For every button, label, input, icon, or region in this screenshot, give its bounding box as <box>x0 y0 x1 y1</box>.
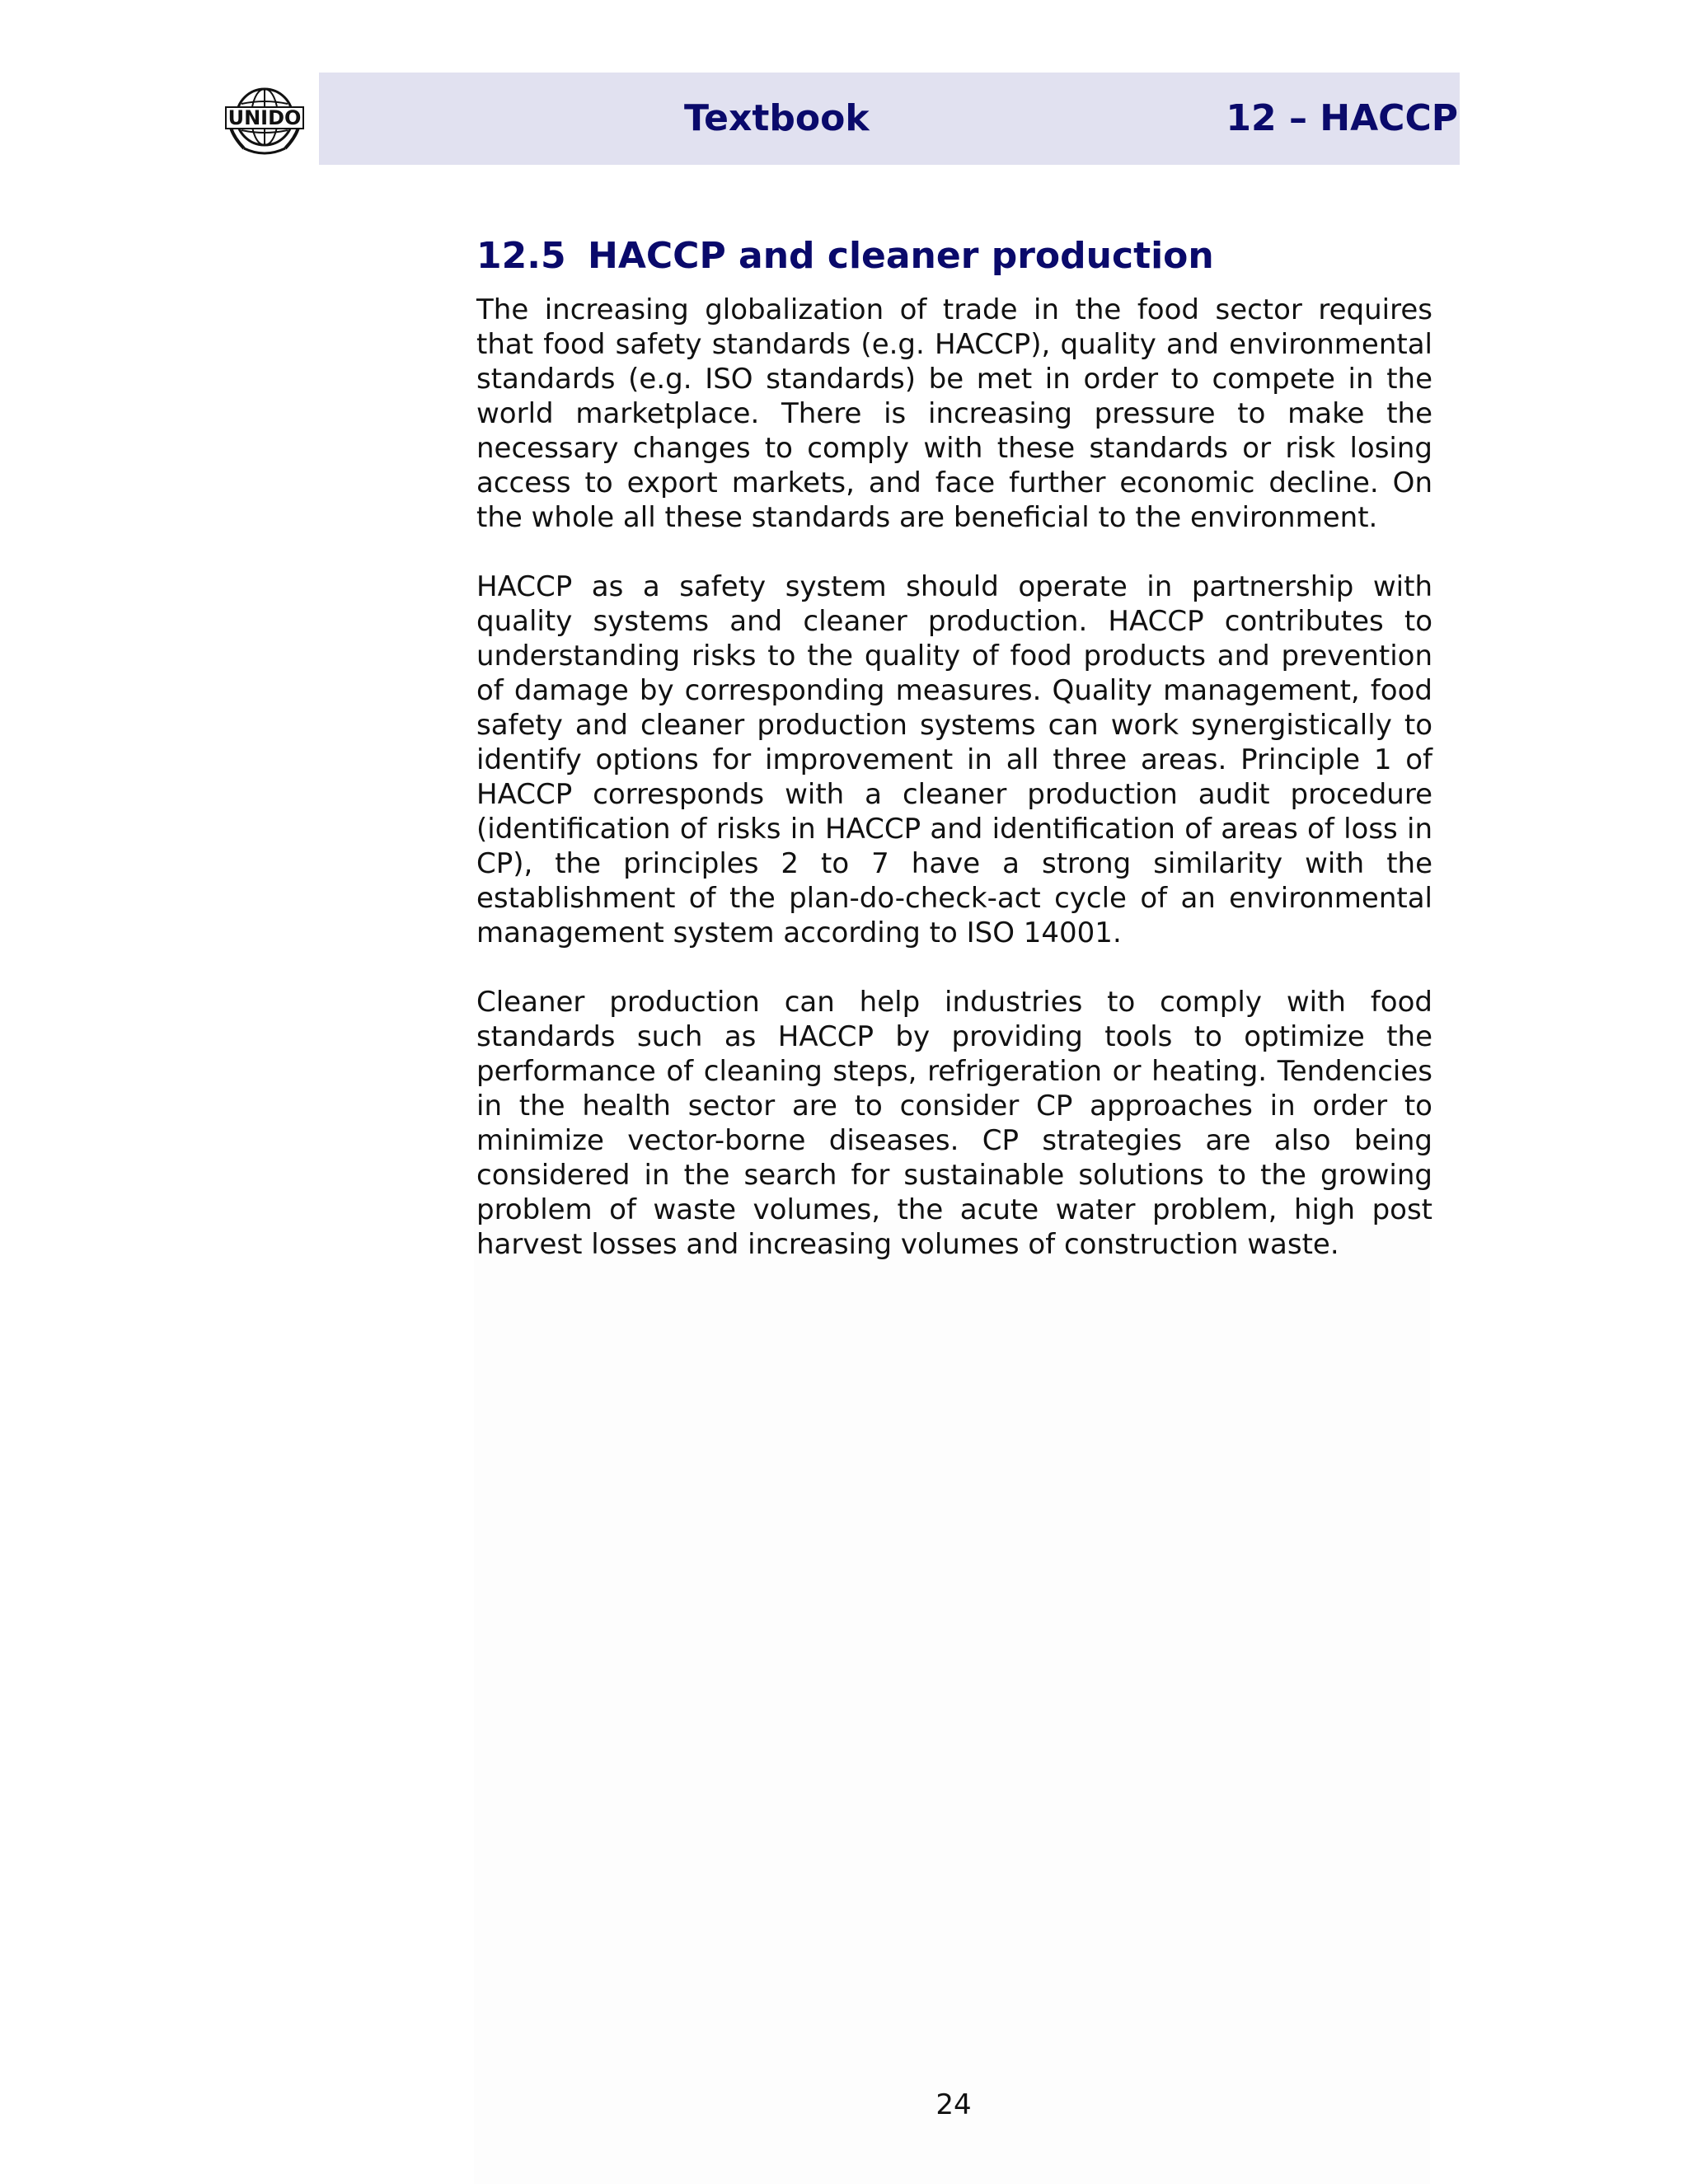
content-area-shade <box>474 1220 1430 2184</box>
body-text <box>476 293 1432 1296</box>
paragraph-globalization: The increasing globalization of trade in the food sector requires that food safety standards (e.g. HACCP), quality and environmental standards (e.g. ISO standards) be met in order to compete in the world marketplace. There is increasing pressure to make the necessary changes to comply with these standards or risk losing access to export markets, and face further economic decline. On the whole all these standards are beneficial to the environment. <box>476 293 1432 534</box>
paragraph-haccp-safety-system: HACCP as a safety system should operate in partnership with quality systems and cleaner production. HACCP contributes to understanding risks to the quality of food products and prevention of damage by corresponding measures. Quality management, food safety and cleaner production systems can work synergistically to identify options for improvement in all three areas. Principle 1 of HACCP corresponds with a cleaner production audit procedure (identification of risks in HACCP and identification of areas of loss in CP), the principles 2 to 7 have a strong similarity with the establishment of the plan-do-check-act cycle of an environmental management system according to ISO 14001. <box>476 570 1432 949</box>
section-title: HACCP and cleaner production <box>588 235 1214 277</box>
svg-text:UNIDO: UNIDO <box>227 106 302 129</box>
paragraph-cleaner-production: Cleaner production can help industries to comply with food standards such as HACCP by providing tools to optimize the performance of cleaning steps, refrigeration or heating. Tendencies in the health sector are to consider CP approaches in order to minimize vector-borne diseases. CP strategies are also being considered in the search for sustainable solutions to the growing problem of waste volumes, the acute water problem, high post harvest losses and increasing volumes of construction waste. <box>476 986 1432 1261</box>
section-number: 12.5 <box>476 235 566 277</box>
section-heading <box>476 235 1214 277</box>
header-chapter: 12 – HACCP <box>1226 97 1458 139</box>
header-title: Textbook <box>684 97 870 139</box>
unido-logo <box>219 82 310 158</box>
page-number: 24 <box>935 2088 972 2121</box>
